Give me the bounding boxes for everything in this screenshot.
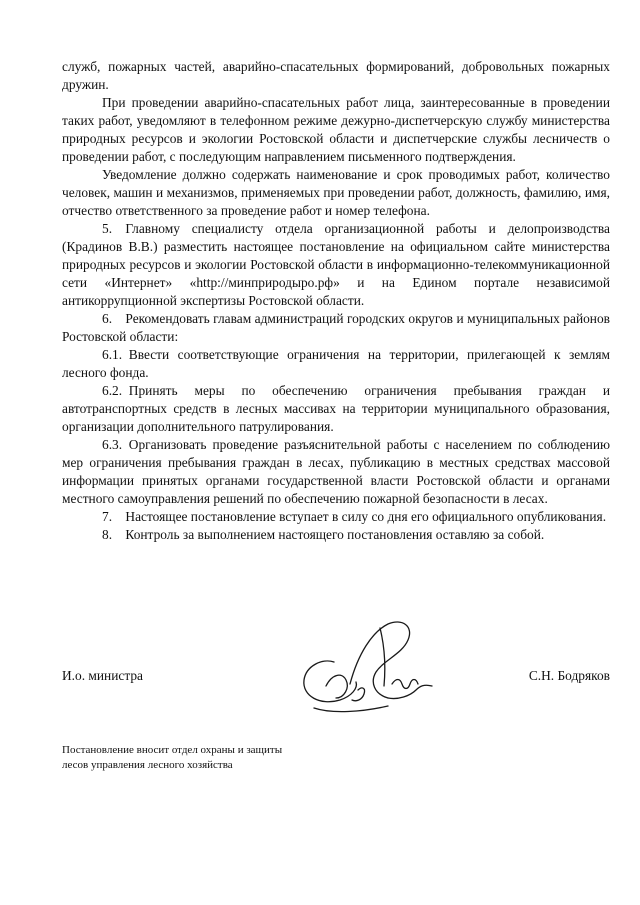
signatory-name: С.Н. Бодряков (528, 668, 610, 683)
footer-line-2: лесов управления лесного хозяйства (62, 759, 233, 771)
paragraph-item-6-1: 6.1. Ввести соответствующие ограничения на территории, прилегающей к землям лесного фонда. (62, 347, 610, 380)
paragraph-rescue-works: При проведении аварийно-спасательных работ лица, заинтересованные в проведении таких работ, уведомляют в телефонном режиме дежурно-диспетчерскую службу министерства природных ресурсов и экологии Ростовской области и диспетчерские службы лесничеств о проведении работ, с последующим направлением письменного подтверждения. (62, 95, 610, 164)
paragraph-item-6: 6. Рекомендовать главам администраций городских округов и муниципальных районов Ростовской области: (62, 311, 610, 344)
paragraph-item-8: 8. Контроль за выполнением настоящего постановления оставляю за собой. (102, 527, 545, 542)
footer-line-1: Постановление вносит отдел охраны и защиты (62, 744, 283, 756)
paragraph-item-6-3: 6.3. Организовать проведение разъяснительной работы с населением по соблюдению мер ограничения пребывания граждан в лесах, публикацию в местных средствах массовой информации принятых органами государственной власти Ростовской области и органами местного самоуправления решений по обеспечению пожарной безопасности в лесах. (62, 437, 610, 506)
handwritten-signature (292, 614, 442, 724)
paragraph-item-5: 5. Главному специалисту отдела организационной работы и делопроизводства (Крадинов В.В.) разместить настоящее постановление на официальном сайте министерства природных ресурсов и экологии Ростовской области в информационно-телекоммуникационной сети «Интернет» «http://минприродыро.рф» и на Едином портале независимой антикоррупционной экспертизы Ростовской области. (62, 221, 610, 308)
paragraph-item-6-2: 6.2. Принять меры по обеспечению ограничения пребывания граждан и автотранспортных средств в лесных массивах на территории муниципального образования, организации дополнительного патрулирования. (62, 383, 610, 434)
document-body (62, 58, 610, 544)
paragraph-notification-content: Уведомление должно содержать наименование и срок проводимых работ, количество человек, машин и механизмов, применяемых при проведении работ, должность, фамилию, имя, отчество ответственного за проведение работ и номер телефона. (62, 167, 610, 218)
paragraph-continuation: служб, пожарных частей, аварийно-спасательных формирований, добровольных пожарных дружин. (62, 59, 610, 92)
document-footer-note (62, 743, 282, 773)
paragraph-item-7: 7. Настоящее постановление вступает в силу со дня его официального опубликования. (102, 509, 607, 524)
signatory-position: И.о. министра (62, 668, 143, 683)
